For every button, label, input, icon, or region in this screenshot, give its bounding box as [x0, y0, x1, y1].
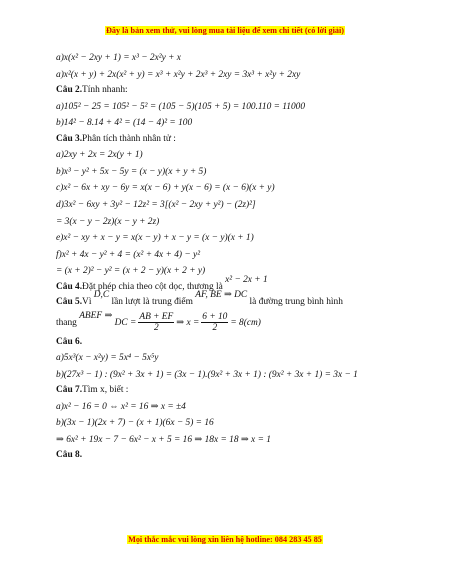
- q3-answer-a: a)2xy + 2x = 2x(y + 1): [56, 150, 143, 161]
- document-body: [56, 50, 411, 464]
- question-8-heading: [56, 448, 411, 463]
- q6-answer-a: a)5x³(x − x²y) = 5x⁴ − 5x⁵y: [56, 353, 159, 364]
- question-label: Câu 2.: [56, 85, 83, 96]
- fraction-denominator: 2: [153, 323, 159, 334]
- question-5-heading: [56, 290, 411, 310]
- q6-answer-b: b)(27x³ − 1) : (9x² + 3x + 1) = (3x − 1).(9x² + 3x + 1) : (9x² + 3x + 1) = 3x − 1: [56, 369, 358, 380]
- q3-answer-f: f)x² + 4x − y² + 4 = (x² + 4x + 4) − y²: [56, 249, 201, 260]
- question-text: Đặt phép chia theo cột dọc, thương là: [82, 281, 223, 292]
- question-text: Tính nhanh:: [82, 85, 128, 96]
- question-label: Câu 6.: [56, 336, 83, 347]
- question-2-heading: [56, 83, 411, 98]
- hotline-banner: [0, 535, 450, 544]
- question-text: Vì: [82, 297, 92, 308]
- quotient-expression: x² − 2x + 1: [225, 274, 268, 285]
- q3-answer-d-cont: = 3(x − y − 2z)(x − y + 2z): [56, 216, 160, 227]
- math-result: = 8(cm): [230, 317, 261, 328]
- q3-answer-d: d)3x² − 6xy + 3y² − 12z² = 3[(x² − 2xy + y²) − (2z)²]: [56, 199, 256, 210]
- q5-solution: [56, 311, 411, 335]
- question-text: là đường trung bình hình: [249, 297, 343, 308]
- fraction-numerator: 6 + 10: [202, 312, 228, 323]
- preview-notice-banner: [0, 26, 450, 35]
- question-label: Câu 4.: [56, 281, 83, 292]
- fraction-values: [201, 312, 228, 333]
- preview-notice-text: Đây là bản xem thử, vui lòng mua tài liệu để xem chi tiết (có lời giải): [105, 26, 344, 35]
- q7-answer-b: b)(3x − 1)(2x + 7) − (x + 1)(6x − 5) = 16: [56, 418, 214, 429]
- q1-answer-b: a)x²(x + y) + 2x(x² + y) = x³ + x²y + 2x³ + 2xy = 3x³ + x²y + 2xy: [56, 69, 301, 80]
- math-trapezoid: ABEF ⇒: [79, 310, 113, 321]
- q3-answer-e: e)x² − xy + x − y = x(x − y) + x − y = (x − y)(x + 1): [56, 233, 254, 244]
- question-label: Câu 8.: [56, 450, 83, 461]
- q3-answer-b: b)x³ − y² + 5x − 5y = (x − y)(x + y + 5): [56, 166, 207, 177]
- q2-answer-b: b)14² − 8.14 + 4² = (14 − 4)² = 100: [56, 118, 193, 129]
- question-3-heading: [56, 132, 411, 147]
- question-label: Câu 5.: [56, 297, 83, 308]
- q7-answer-a: a)x² − 16 = 0 ⇔ x² = 16 ⇒ x = ±4: [56, 401, 186, 412]
- q1-answer-a: a)x(x² − 2xy + 1) = x³ − 2x²y + x: [56, 53, 181, 63]
- math-dc: DC =: [114, 317, 137, 328]
- q3-answer-f-cont: = (x + 2)² − y² = (x + 2 − y)(x + 2 + y): [56, 266, 206, 277]
- solution-text: thang: [56, 317, 77, 328]
- question-7-heading: [56, 383, 411, 398]
- fraction-denominator: 2: [212, 323, 218, 334]
- hotline-text: Mọi thắc mắc vui lòng xin liên hệ hotline: 084 283 45 85: [128, 535, 322, 544]
- q3-answer-c: c)x² − 6x + xy − 6y = x(x − 6) + y(x − 6) = (x − 6)(x + y): [56, 183, 275, 194]
- q2-answer-a: a)105² − 25 = 105² − 5² = (105 − 5)(105 + 5) = 100.110 = 11000: [56, 101, 306, 112]
- q7-answer-b-cont: ⇒ 6x² + 19x − 7 − 6x² − x + 5 = 16 ⇒ 18x = 18 ⇒ x = 1: [56, 434, 271, 445]
- question-text: Tìm x, biết :: [82, 385, 129, 396]
- math-segments: AF, BE ⇒ DC: [195, 290, 248, 301]
- question-label: Câu 7.: [56, 385, 83, 396]
- question-label: Câu 3.: [56, 133, 83, 144]
- fraction-numerator: AB + EF: [139, 312, 174, 323]
- question-6-heading: [56, 335, 411, 350]
- math-points: D,C: [93, 290, 110, 301]
- math-x: ⇒ x =: [176, 317, 200, 328]
- fraction-midline: [138, 312, 174, 333]
- question-text: lần lượt là trung điểm: [111, 297, 193, 308]
- question-text: Phân tích thành nhân tử :: [82, 133, 176, 144]
